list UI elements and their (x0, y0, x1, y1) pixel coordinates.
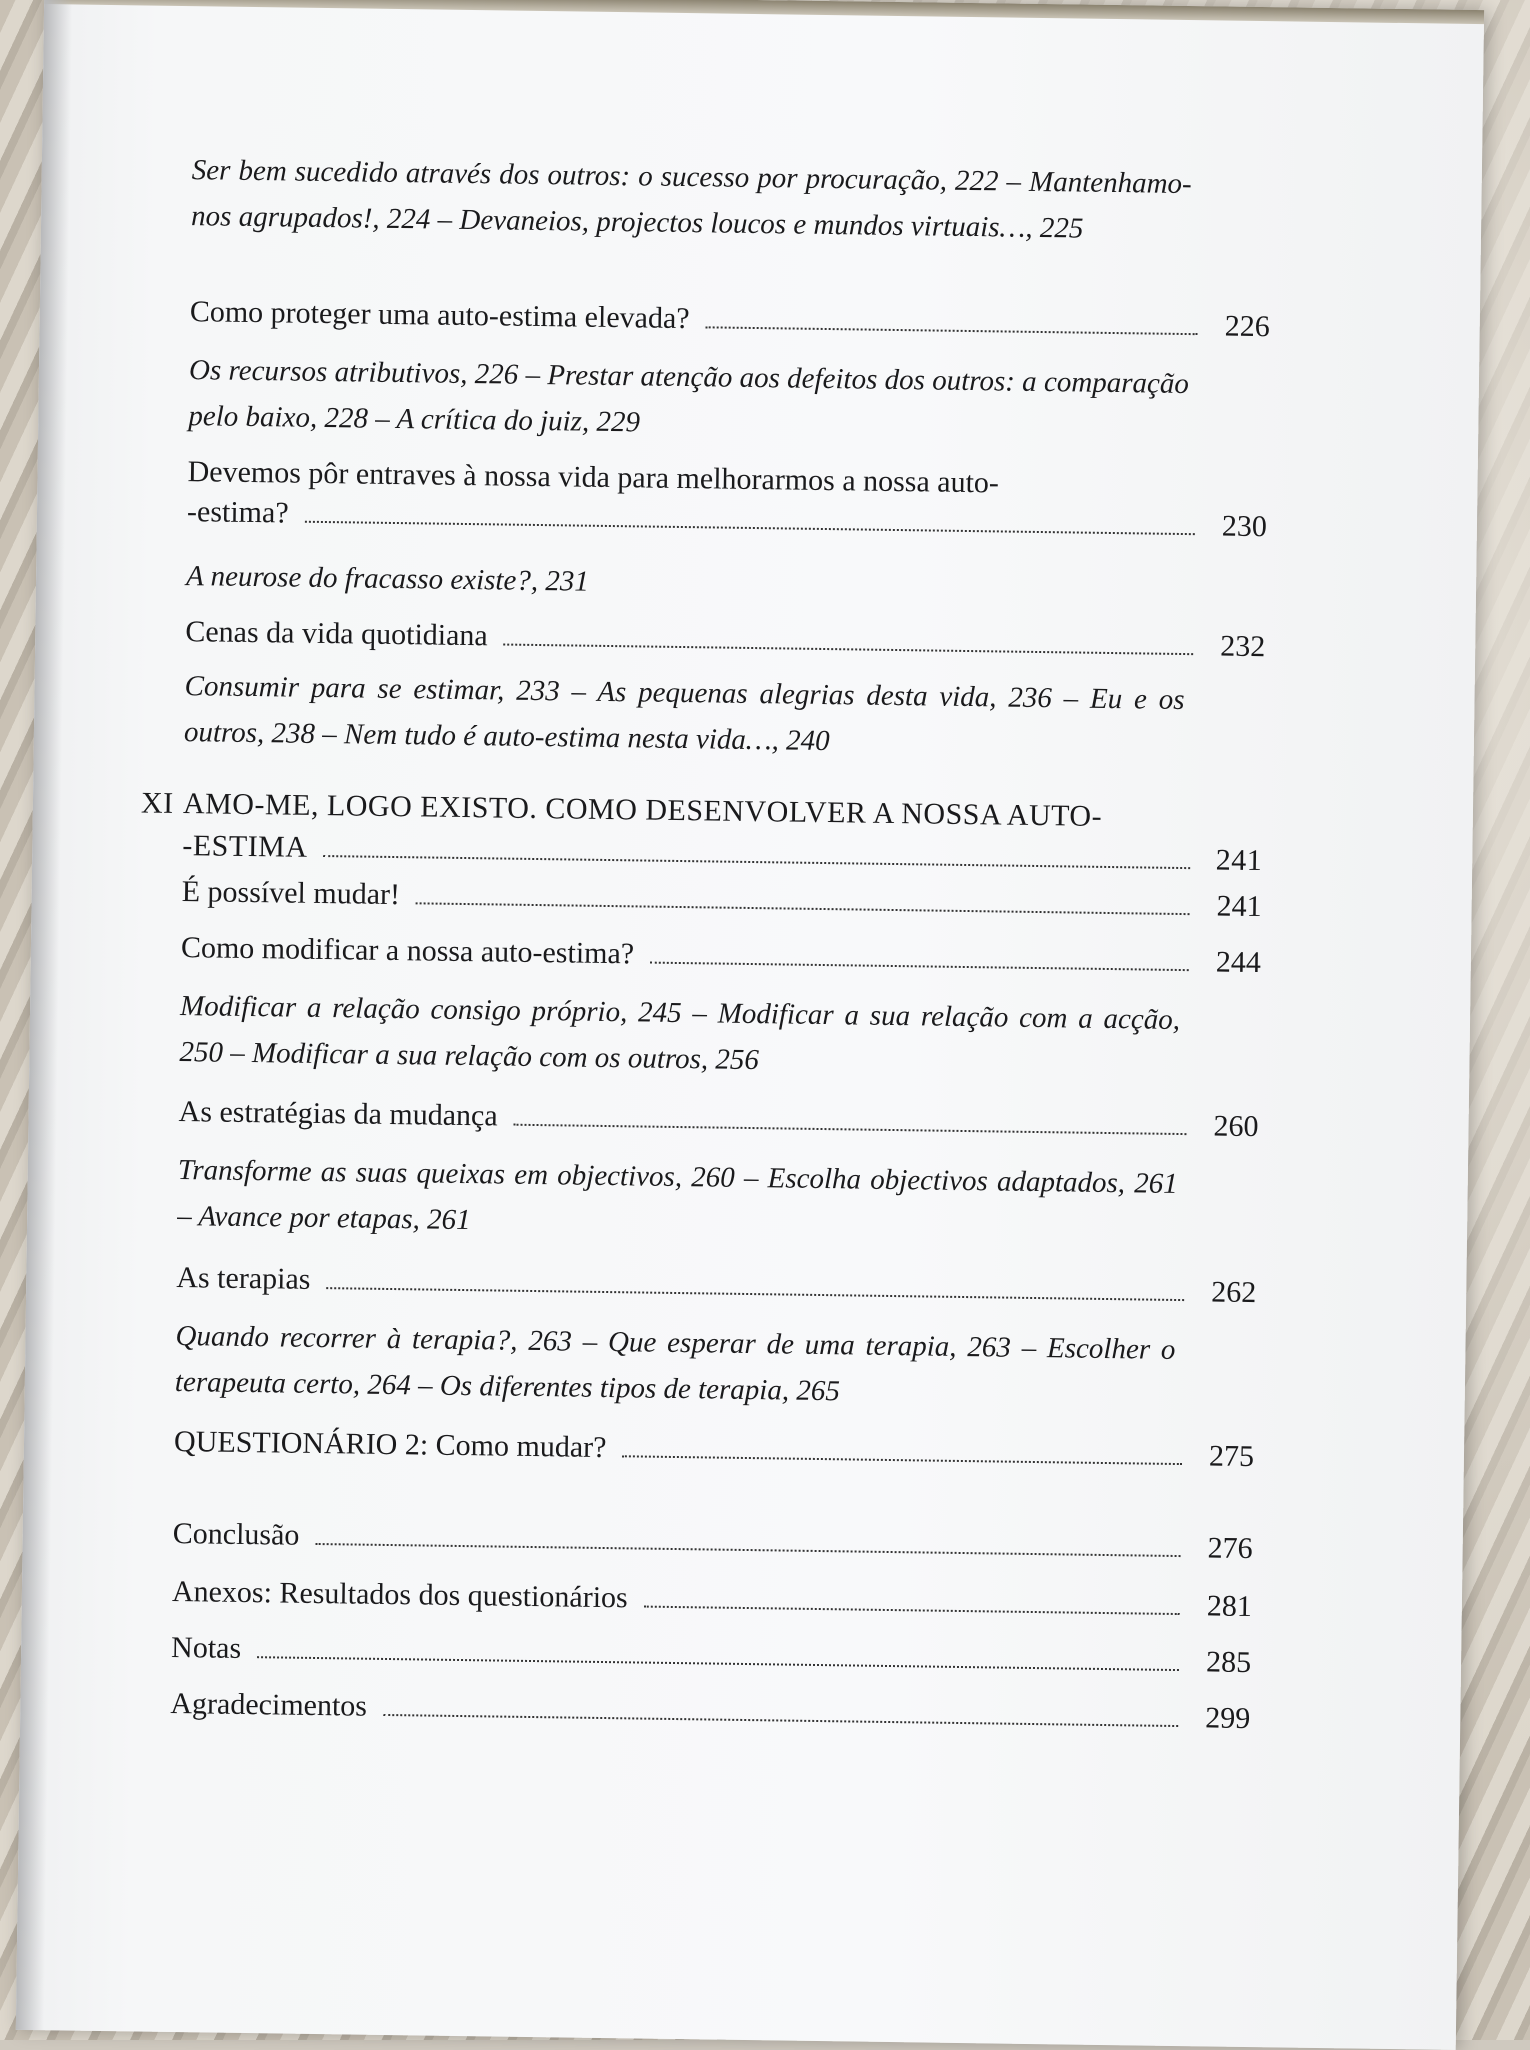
toc-label: As estratégias da mudança (178, 1095, 498, 1133)
toc-label-line1: Devemos pôr entraves à nossa vida para melhorarmos a nossa auto- (187, 455, 1000, 500)
toc-entry-protect (190, 295, 1270, 350)
toc-sub-obstacles: A neurose do fracasso existe?, 231 (185, 560, 590, 598)
leader-dots (644, 1605, 1180, 1615)
toc-page-number: 275 (1208, 1439, 1255, 1474)
toc-label: Agradecimentos (170, 1686, 368, 1723)
toc-page-number: 299 (1205, 1701, 1251, 1736)
toc-entry-modify (181, 931, 1261, 986)
chapter-title-line2: -ESTIMA (182, 829, 308, 864)
toc-entry-therapies (176, 1261, 1256, 1316)
toc-page-number: 241 (1215, 843, 1263, 878)
toc-page-number: 276 (1207, 1531, 1253, 1566)
toc-chapter-xi (140, 786, 1263, 884)
toc-label: Notas (170, 1630, 242, 1665)
leader-dots (514, 1123, 1187, 1135)
toc-entry-notes (171, 1631, 1251, 1686)
table-of-contents (140, 147, 1272, 1736)
toc-page-number: 226 (1224, 309, 1270, 344)
toc-entry-questionnaire (174, 1425, 1254, 1480)
leader-dots (622, 1454, 1182, 1465)
toc-label: Conclusão (172, 1516, 300, 1552)
leader-dots (504, 643, 1194, 656)
toc-label: As terapias (176, 1261, 311, 1296)
toc-sub-therapies: Quando recorrer à terapia?, 263 – Que esperar de uma terapia, 263 – Escolher o terapeuta certo, 264 – Os diferentes tipos de terapia, 265 (174, 1320, 1176, 1408)
toc-label: QUESTIONÁRIO 2: Como mudar? (173, 1425, 607, 1465)
toc-sub-scenes: Consumir para se estimar, 233 – As pequenas alegrias desta vida, 236 – Eu e os outros, 238 – Nem tudo é auto-estima nesta vida…, 240 (183, 670, 1185, 758)
toc-sub-strategies: Transforme as suas queixas em objectivos, 260 – Escolha objectivos adaptados, 261 – Avance por etapas, 261 (176, 1154, 1178, 1237)
toc-entry-annexes (172, 1575, 1252, 1630)
leader-dots (315, 1542, 1180, 1557)
leader-dots (323, 854, 1190, 869)
chapter-number: XI (140, 786, 174, 820)
leader-dots (650, 961, 1189, 972)
toc-label: Cenas da vida quotidiana (185, 615, 488, 653)
leader-dots (416, 901, 1190, 915)
toc-label-line2: -estima? (186, 495, 289, 530)
toc-label: Como modificar a nossa auto-estima? (180, 931, 635, 971)
toc-page-number: 230 (1221, 509, 1268, 544)
toc-entry-scenes (185, 615, 1265, 670)
toc-page-number: 281 (1206, 1589, 1253, 1624)
toc-page-number: 285 (1205, 1645, 1252, 1680)
leader-dots (305, 520, 1195, 535)
toc-entry-thanks (170, 1687, 1250, 1742)
toc-entry-possible (181, 875, 1261, 930)
toc-label: É possível mudar! (181, 875, 401, 912)
toc-page-number: 262 (1211, 1275, 1257, 1310)
chapter-title-line1: AMO-ME, LOGO EXISTO. COMO DESENVOLVER A NOSSA AUTO- (182, 787, 1103, 833)
toc-sub-protect: Os recursos atributivos, 226 – Prestar atenção aos defeitos dos outros: a comparação pelo baixo, 228 – A crítica do juiz, 229 (188, 354, 1190, 439)
toc-entry-strategies (178, 1095, 1258, 1150)
toc-sub-success: Ser bem sucedido através dos outros: o sucesso por procuração, 222 – Mantenhamo-nos agrupados!, 224 – Devaneios, projectos loucos e mundos virtuais…, 225 (190, 154, 1192, 245)
toc-label: Anexos: Resultados dos questionários (171, 1574, 628, 1615)
toc-page-number: 260 (1213, 1109, 1259, 1144)
book-page (16, 0, 1484, 2050)
leader-dots (257, 1655, 1179, 1671)
leader-dots (383, 1713, 1178, 1727)
toc-page-number: 244 (1215, 945, 1262, 980)
leader-dots (326, 1286, 1184, 1301)
toc-entry-conclusion (172, 1517, 1252, 1572)
toc-page-number: 241 (1216, 889, 1262, 924)
leader-dots (705, 325, 1197, 335)
toc-entry-obstacles (187, 455, 1268, 550)
toc-page-number: 232 (1220, 629, 1266, 664)
toc-label: Como proteger uma auto-estima elevada? (189, 295, 690, 336)
toc-sub-modify: Modificar a relação consigo próprio, 245 – Modificar a sua relação com a acção, 250 – Modificar a sua relação com os outros, 256 (179, 990, 1181, 1077)
